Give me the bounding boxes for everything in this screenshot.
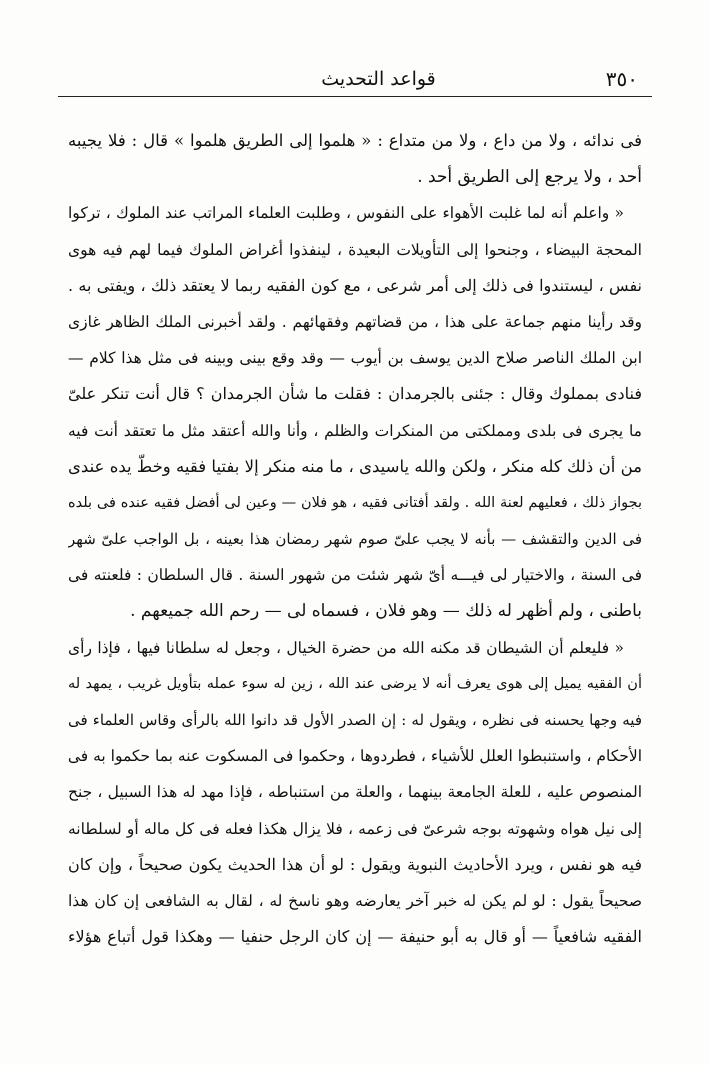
text-line: ابن الملك الناصر صلاح الدين يوسف بن أيوب — وقد وقع بينى وبينه فى مثل هذا كلام — bbox=[68, 349, 642, 368]
text-line: صحيحاً يقول : لو لم يكن له خبر آخر يعارضه وهو ناسخ له ، لقال به الشافعى إن كان هذا bbox=[68, 891, 642, 910]
page-number: ٣٥٠ bbox=[605, 67, 638, 91]
text-line: « واعلم أنه لما غلبت الأهواء على النفوس ، وطلبت العلماء المراتب عند الملوك ، تركوا bbox=[68, 204, 624, 223]
text-line: ما يجرى فى بلدى ومملكتى من المنكرات والظلم ، وأنا والله أعتقد مثل ما تعتقد أنت فيه bbox=[68, 421, 642, 440]
text-line: المحجة البيضاء ، وجنحوا إلى التأويلات البعيدة ، لينفذوا أغراض الملوك فيما لهم فيه هوى bbox=[68, 240, 642, 259]
text-line: فى السنة ، والاختيار لى فيـــه أىّ شهر شئت من شهور السنة . قال السلطان : فلعنته فى bbox=[68, 566, 642, 585]
text-line: الأحكام ، واستنبطوا العلل للأشياء ، فطردوها ، وحكموا فى المسكوت عنه بما حكموا به فى bbox=[68, 747, 642, 766]
text-line: وقد رأينا منهم جماعة على هذا ، من قضاتهم وفقهائهم . ولقد أخبرنى الملك الظاهر غازى bbox=[68, 312, 642, 331]
text-line: المنصوص عليه ، للعلة الجامعة بينهما ، والعلة من استنباطه ، فإذا مهد له هذا السبيل ، جنح bbox=[68, 783, 642, 802]
text-line: إلى نيل هواه وشهوته بوجه شرعىّ فى زعمه ، فلا يزال هكذا فعله فى كل ماله أو لسلطانه bbox=[68, 819, 642, 838]
text-line: باطنى ، ولم أظهر له ذلك — وهو فلان ، فسماه لى — رحم الله جميعهم . bbox=[130, 601, 642, 622]
text-line: من أن ذلك كله منكر ، ولكن والله ياسيدى ، ما منه منكر إلا بفتيا فقيه وخطّ يده عندى bbox=[68, 456, 642, 476]
header-rule bbox=[58, 96, 652, 97]
body-text bbox=[58, 123, 652, 955]
text-line: « فليعلم أن الشيطان قد مكنه الله من حضرة الخيال ، وجعل له سلطانا فيها ، فإذا رأى bbox=[68, 638, 624, 657]
text-line: فى الدين والتقشف — بأنه لا يجب علىّ صوم شهر رمضان هذا بعينه ، بل الواجب علىّ شهر bbox=[68, 530, 642, 549]
running-title: قواعد التحديث bbox=[321, 68, 436, 90]
text-line: أن الفقيه يميل إلى هوى يعرف أنه لا يرضى عند الله ، زين له سوء عمله بتأويل غريب ، يمهد له bbox=[68, 675, 642, 692]
text-line: فيه هو نفس ، ويرد الأحاديث النبوية ويقول : لو أن هذا الحديث يكون صحيحاً ، وإن كان bbox=[68, 854, 642, 874]
text-line: أحد ، ولا يرجع إلى الطريق أحد . bbox=[417, 167, 642, 188]
text-line: بجواز ذلك ، فعليهم لعنة الله . ولقد أفتانى فقيه ، هو فلان — وعين لى أفضل فقيه عنده فى بلده bbox=[68, 494, 642, 511]
text-line: فنادى بمملوك وقال : جئنى بالجرمدان : فقلت ما شأن الجرمدان ؟ قال أنت تنكر علىّ bbox=[68, 384, 642, 404]
text-line: فى ندائه ، ولا من داع ، ولا من متداع : « هلموا إلى الطريق هلموا » قال : فلا يجيبه bbox=[68, 131, 642, 150]
text-line: الفقيه شافعياً — أو قال به أبو حنيفة — إن كان الرجل حنفيا — وهكذا قول أتباع هؤلاء bbox=[68, 927, 642, 947]
text-line: فيه وجها يحسنه فى نظره ، ويقول له : إن الصدر الأول قد دانوا الله بالرأى وقاس العلماء فى bbox=[68, 711, 642, 729]
text-line: نفس ، ليستندوا فى ذلك إلى أمر شرعى ، مع كون الفقيه ربما لا يعتقد ذلك ، ويفتى به . bbox=[68, 275, 642, 295]
page-header bbox=[58, 58, 652, 90]
